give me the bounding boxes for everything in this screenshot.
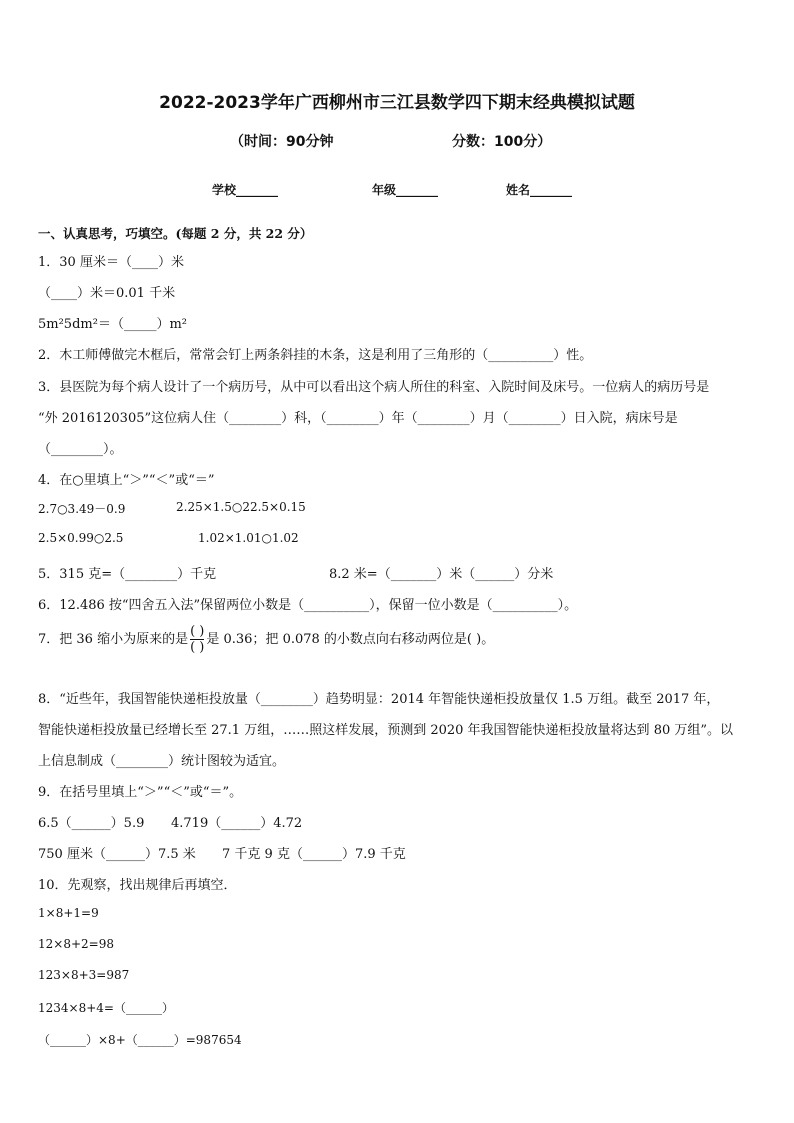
school-field: 学校_______ bbox=[212, 183, 279, 197]
question-10-example-1: 1×8+1=9 bbox=[38, 906, 99, 920]
question-4-item-d: 1.02×1.01○1.02 bbox=[198, 531, 299, 545]
question-8-line-2: 智能快递柜投放量已经增长至 27.1 万组，……照这样发展，预测到 2020 年我国智能快递柜投放量将达到 80 万组”。以 bbox=[38, 723, 734, 738]
question-10-example-3: 123×8+3=987 bbox=[38, 968, 130, 982]
fraction-denominator: ( ) bbox=[190, 640, 205, 655]
question-2: 2．木工师傅做完木框后，常常会钉上两条斜挂的木条，这是利用了三角形的（__________）性。 bbox=[38, 348, 593, 363]
question-1-line-1: 1．30 厘米＝（____）米 bbox=[38, 255, 184, 270]
question-7-suffix: 是 0.36；把 0.078 的小数点向右移动两位是( )。 bbox=[206, 632, 495, 647]
question-10-example-2: 12×8+2=98 bbox=[38, 937, 114, 951]
question-1-line-3: 5m²5dm²＝（_____）m² bbox=[38, 317, 187, 332]
question-9-item-d: 7 千克 9 克（______）7.9 千克 bbox=[222, 847, 406, 862]
question-5-part-a: 5．315 克=（________）千克 bbox=[38, 567, 217, 582]
grade-field: 年级_______ bbox=[372, 183, 439, 197]
question-9-item-a: 6.5（______）5.9 bbox=[38, 816, 145, 831]
question-9-item-b: 4.719（______）4.72 bbox=[171, 816, 303, 831]
question-3-line-3: （________）。 bbox=[38, 442, 123, 457]
question-10: 10．先观察，找出规律后再填空． bbox=[38, 878, 237, 893]
time-limit: （时间：90分钟 bbox=[230, 134, 334, 150]
question-10-blank-1: 1234×8+4=（______） bbox=[38, 1001, 174, 1015]
question-4-item-c: 2.5×0.99○2.5 bbox=[38, 531, 124, 545]
question-3-line-2: “外 2016120305”这位病人住（________）科，（________）年（________）月（________）日入院，病床号是 bbox=[38, 411, 678, 426]
question-8-line-1: 8．“近些年，我国智能快递柜投放量（________）趋势明显：2014 年智能快递柜投放量仅 1.5 万组。截至 2017 年， bbox=[38, 692, 720, 707]
total-score: 分数：100分） bbox=[452, 134, 552, 150]
name-field: 姓名_______ bbox=[506, 183, 573, 197]
question-7-prefix: 7．把 36 缩小为原来的是 bbox=[38, 632, 189, 647]
question-5-part-b: 8.2 米=（_______）米（______）分米 bbox=[329, 567, 554, 582]
fraction-numerator: ( ) bbox=[190, 624, 205, 639]
question-7 bbox=[38, 624, 494, 655]
question-3-line-1: 3．县医院为每个病人设计了一个病历号，从中可以看出这个病人所住的科室、入院时间及床号。一位病人的病历号是 bbox=[38, 380, 710, 395]
question-4: 4．在○里填上“＞”“＜”或“＝” bbox=[38, 473, 215, 488]
question-4-item-a: 2.7○3.49－0.9 bbox=[38, 502, 126, 516]
question-8-line-3: 上信息制成（________）统计图较为适宜。 bbox=[38, 754, 286, 769]
fraction-blank bbox=[190, 624, 204, 655]
question-1-line-2: （____）米＝0.01 千米 bbox=[38, 286, 176, 301]
question-9: 9．在括号里填上“＞”“＜”或“＝”。 bbox=[38, 785, 243, 800]
question-4-item-b: 2.25×1.5○22.5×0.15 bbox=[176, 500, 306, 514]
question-10-blank-2: （______）×8+（______）=987654 bbox=[38, 1033, 242, 1047]
question-6: 6．12.486 按“四舍五入法”保留两位小数是（__________），保留一位小数是（__________）。 bbox=[38, 598, 578, 613]
question-9-item-c: 750 厘米（______）7.5 米 bbox=[38, 847, 196, 862]
section-heading: 一、认真思考，巧填空。(每题 2 分，共 22 分） bbox=[38, 226, 313, 241]
page-title: 2022-2023学年广西柳州市三江县数学四下期末经典模拟试题 bbox=[159, 93, 635, 113]
